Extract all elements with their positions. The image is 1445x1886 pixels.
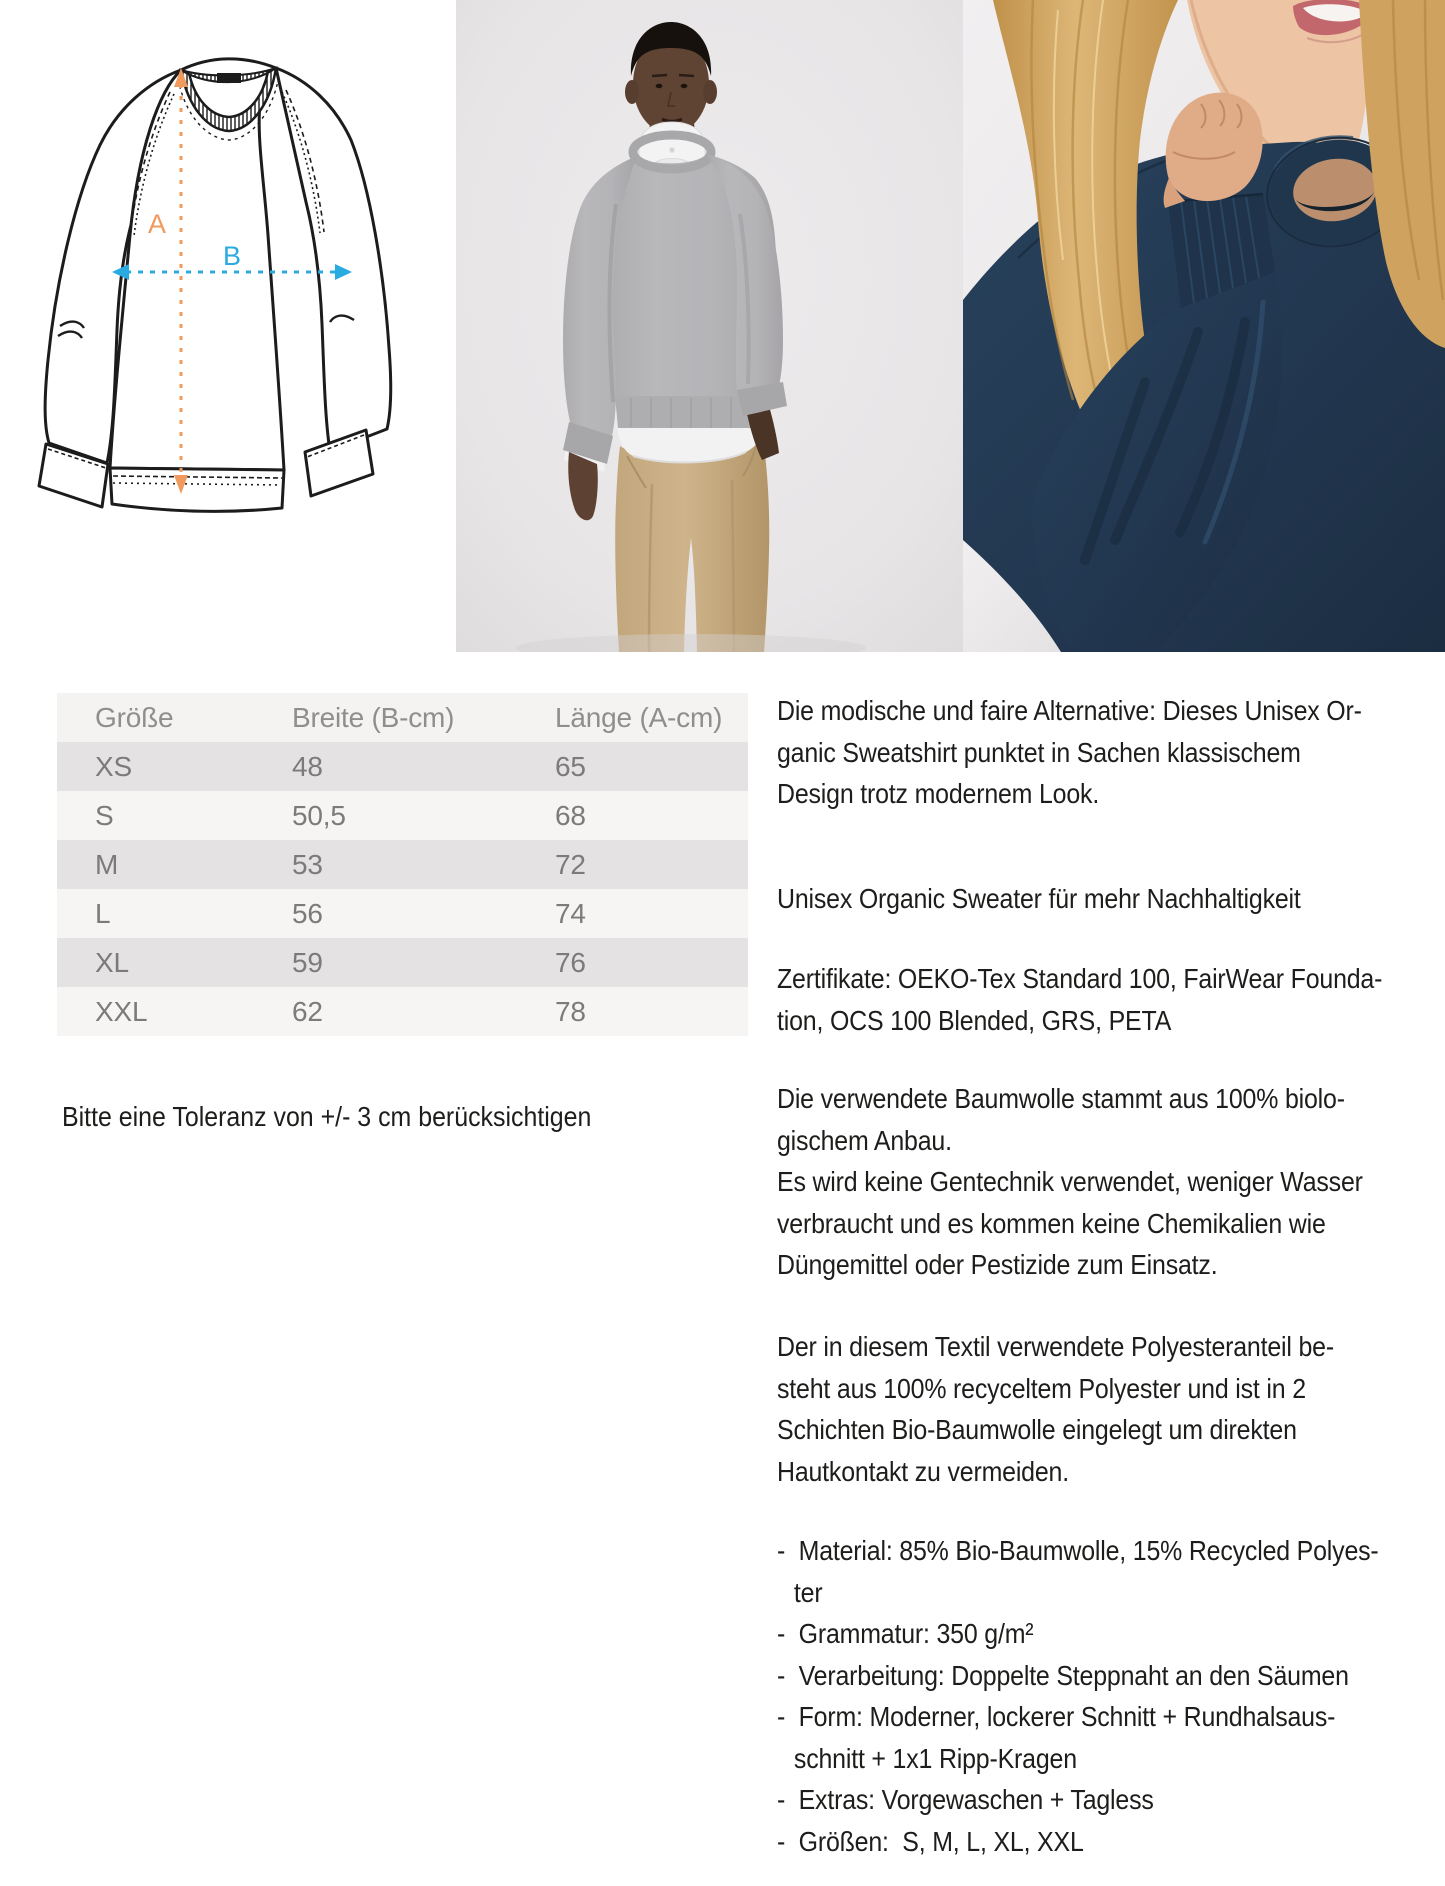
bullet-line-form-cont: schnitt + 1x1 Ripp-Kragen [793, 1742, 1077, 1774]
bullet-line-verarbeitung: - Verarbeitung: Doppelte Steppnaht an den Säumen [777, 1659, 1349, 1691]
table-row [57, 987, 748, 1036]
bullet-line-material: - Material: 85% Bio-Baumwolle, 15% Recycled Polyes- [777, 1535, 1379, 1566]
description-line: Design trotz modernem Look. [777, 778, 1100, 809]
cell-size: XXL [95, 996, 148, 1027]
cell-breite: 59 [292, 947, 323, 978]
description-bullet-list [777, 1530, 1445, 1862]
description-line: steht aus 100% recyceltem Polyester und ist in 2 [777, 1372, 1306, 1404]
cell-laenge: 72 [555, 849, 586, 880]
description-line: Schichten Bio-Baumwolle eingelegt um direkten [777, 1414, 1297, 1445]
bullet-line-groessen: - Größen: S, M, L, XL, XXL [777, 1825, 1084, 1857]
man-model-illustration [456, 0, 963, 652]
measure-label-a: A [148, 209, 167, 239]
description-line: Düngemittel oder Pestizide zum Einsatz. [777, 1249, 1218, 1280]
cell-size: M [95, 849, 119, 880]
tolerance-note: Bitte eine Toleranz von +/- 3 cm berücksichtigen [62, 1101, 592, 1132]
description-line: gischem Anbau. [777, 1124, 952, 1156]
col-header-laenge: Länge (A-cm) [555, 702, 723, 733]
description-line: verbraucht und es kommen keine Chemikalien wie [777, 1207, 1326, 1239]
cell-laenge: 78 [555, 996, 586, 1027]
bullet-line-extras: - Extras: Vorgewaschen + Tagless [777, 1784, 1154, 1815]
description-line: ganic Sweatshirt punktet in Sachen klassischem [777, 736, 1301, 768]
size-table [57, 693, 748, 1036]
cell-laenge: 68 [555, 800, 586, 831]
table-row [57, 889, 748, 938]
col-header-groesse: Größe [95, 702, 174, 733]
col-header-breite: Breite (B-cm) [292, 702, 455, 733]
woman-model-illustration [963, 0, 1445, 652]
description-line: Die verwendete Baumwolle stammt aus 100% biolo- [777, 1083, 1345, 1114]
cell-breite: 62 [292, 996, 323, 1027]
description-line: Hautkontakt zu vermeiden. [777, 1455, 1069, 1487]
neck-label-tag [217, 73, 241, 83]
measure-label-b: B [223, 241, 242, 271]
cell-breite: 50,5 [292, 800, 346, 831]
cell-size: L [95, 898, 111, 929]
cell-breite: 56 [292, 898, 323, 929]
sweatshirt-line-drawing [18, 30, 396, 560]
table-row [57, 840, 748, 889]
bullet-line-material-cont: ter [793, 1576, 823, 1608]
bullet-line-form: - Form: Moderner, lockerer Schnitt + Rundhalsaus- [777, 1701, 1336, 1732]
description-paragraph-polyester [777, 1326, 1445, 1492]
cell-size: XL [95, 947, 129, 978]
description-paragraph-certificates [777, 958, 1445, 1041]
description-line: Es wird keine Gentechnik verwendet, weniger Wasser [777, 1166, 1363, 1197]
cell-laenge: 74 [555, 898, 586, 929]
size-table-header-row [57, 693, 748, 742]
description-line: Der in diesem Textil verwendete Polyesteranteil be- [777, 1331, 1334, 1362]
cell-laenge: 65 [555, 751, 586, 782]
cell-breite: 53 [292, 849, 323, 880]
bullet-line-grammatur: - Grammatur: 350 g/m² [777, 1618, 1034, 1649]
description-line: tion, OCS 100 Blended, GRS, PETA [777, 1004, 1172, 1036]
table-row [57, 791, 748, 840]
description-paragraph-cotton [777, 1078, 1445, 1286]
table-row [57, 938, 748, 987]
cell-breite: 48 [292, 751, 323, 782]
table-row [57, 742, 748, 791]
description-line: Die modische und faire Alternative: Dieses Unisex Or- [777, 695, 1362, 726]
product-photo-woman-detail [963, 0, 1445, 652]
product-description [777, 690, 1445, 1862]
description-paragraph-sustainability [777, 878, 1445, 920]
cell-size: XS [95, 751, 132, 782]
cell-size: S [95, 800, 114, 831]
description-paragraph-intro [777, 690, 1445, 815]
cell-laenge: 76 [555, 947, 586, 978]
description-line: Unisex Organic Sweater für mehr Nachhaltigkeit [777, 883, 1301, 914]
size-diagram [18, 30, 396, 560]
product-photo-man-front [456, 0, 963, 652]
description-line: Zertifikate: OEKO-Tex Standard 100, FairWear Founda- [777, 963, 1383, 994]
